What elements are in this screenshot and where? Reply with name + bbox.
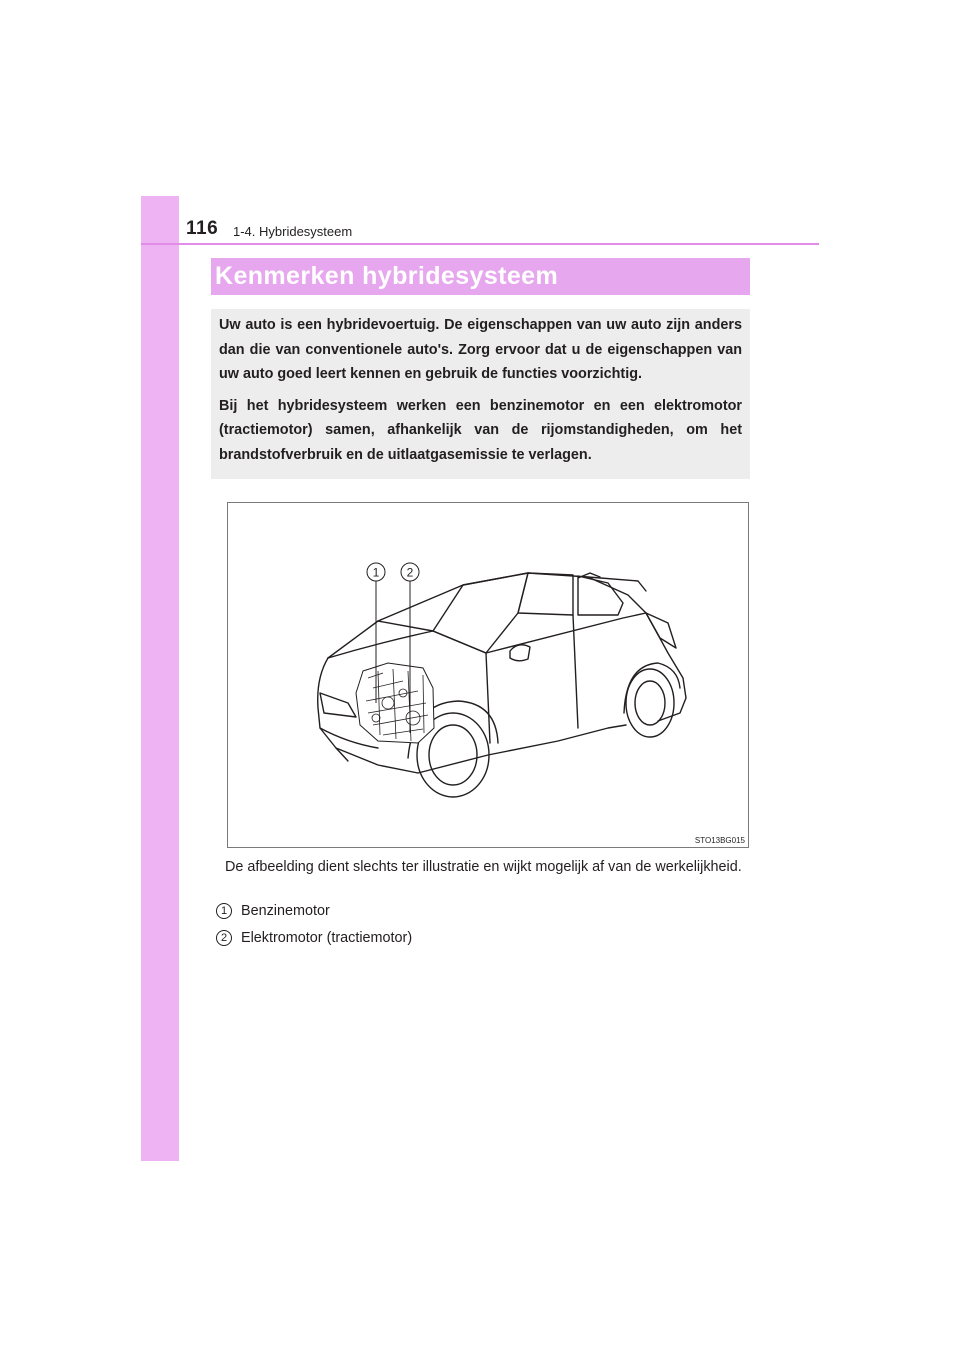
page-number: 116: [186, 218, 219, 239]
figure-code: STO13BG015: [694, 836, 745, 845]
chapter-side-tab: [141, 196, 179, 1161]
legend-number-1: 1: [216, 903, 232, 919]
intro-box: [211, 309, 750, 479]
legend-item-1: [216, 901, 330, 921]
intro-paragraph-1: Uw auto is een hybridevoertuig. De eigenschappen van uw auto zijn anders dan die van conventionele auto's. Zorg ervoor dat u de eigenschappen van uw auto goed leert kennen en gebruik de functies voorzichtig.: [219, 317, 742, 382]
legend-number-2: 2: [216, 930, 232, 946]
intro-paragraph-2: Bij het hybridesysteem werken een benzinemotor en een elektromotor (tractiemotor) samen, afhankelijk van de rijomstandigheden, om het brandstofverbruik en de uitlaatgasemissie te verlagen.: [219, 397, 742, 463]
legend-label-2: Elektromotor (tractiemotor): [241, 930, 413, 946]
car-illustration: [227, 502, 749, 848]
figure-callout-1: 1: [372, 565, 380, 580]
figure-caption: De afbeelding dient slechts ter illustratie en wijkt mogelijk af van de werkelijkheid.: [225, 859, 742, 875]
legend-item-2: [216, 928, 412, 948]
section-title: 1-4. Hybridesysteem: [233, 224, 353, 239]
figure-callout-2: 2: [406, 565, 414, 580]
car-drawing: [228, 503, 748, 847]
page-title: Kenmerken hybridesysteem: [215, 262, 559, 290]
legend-label-1: Benzinemotor: [241, 903, 330, 919]
header-divider: [141, 243, 819, 245]
